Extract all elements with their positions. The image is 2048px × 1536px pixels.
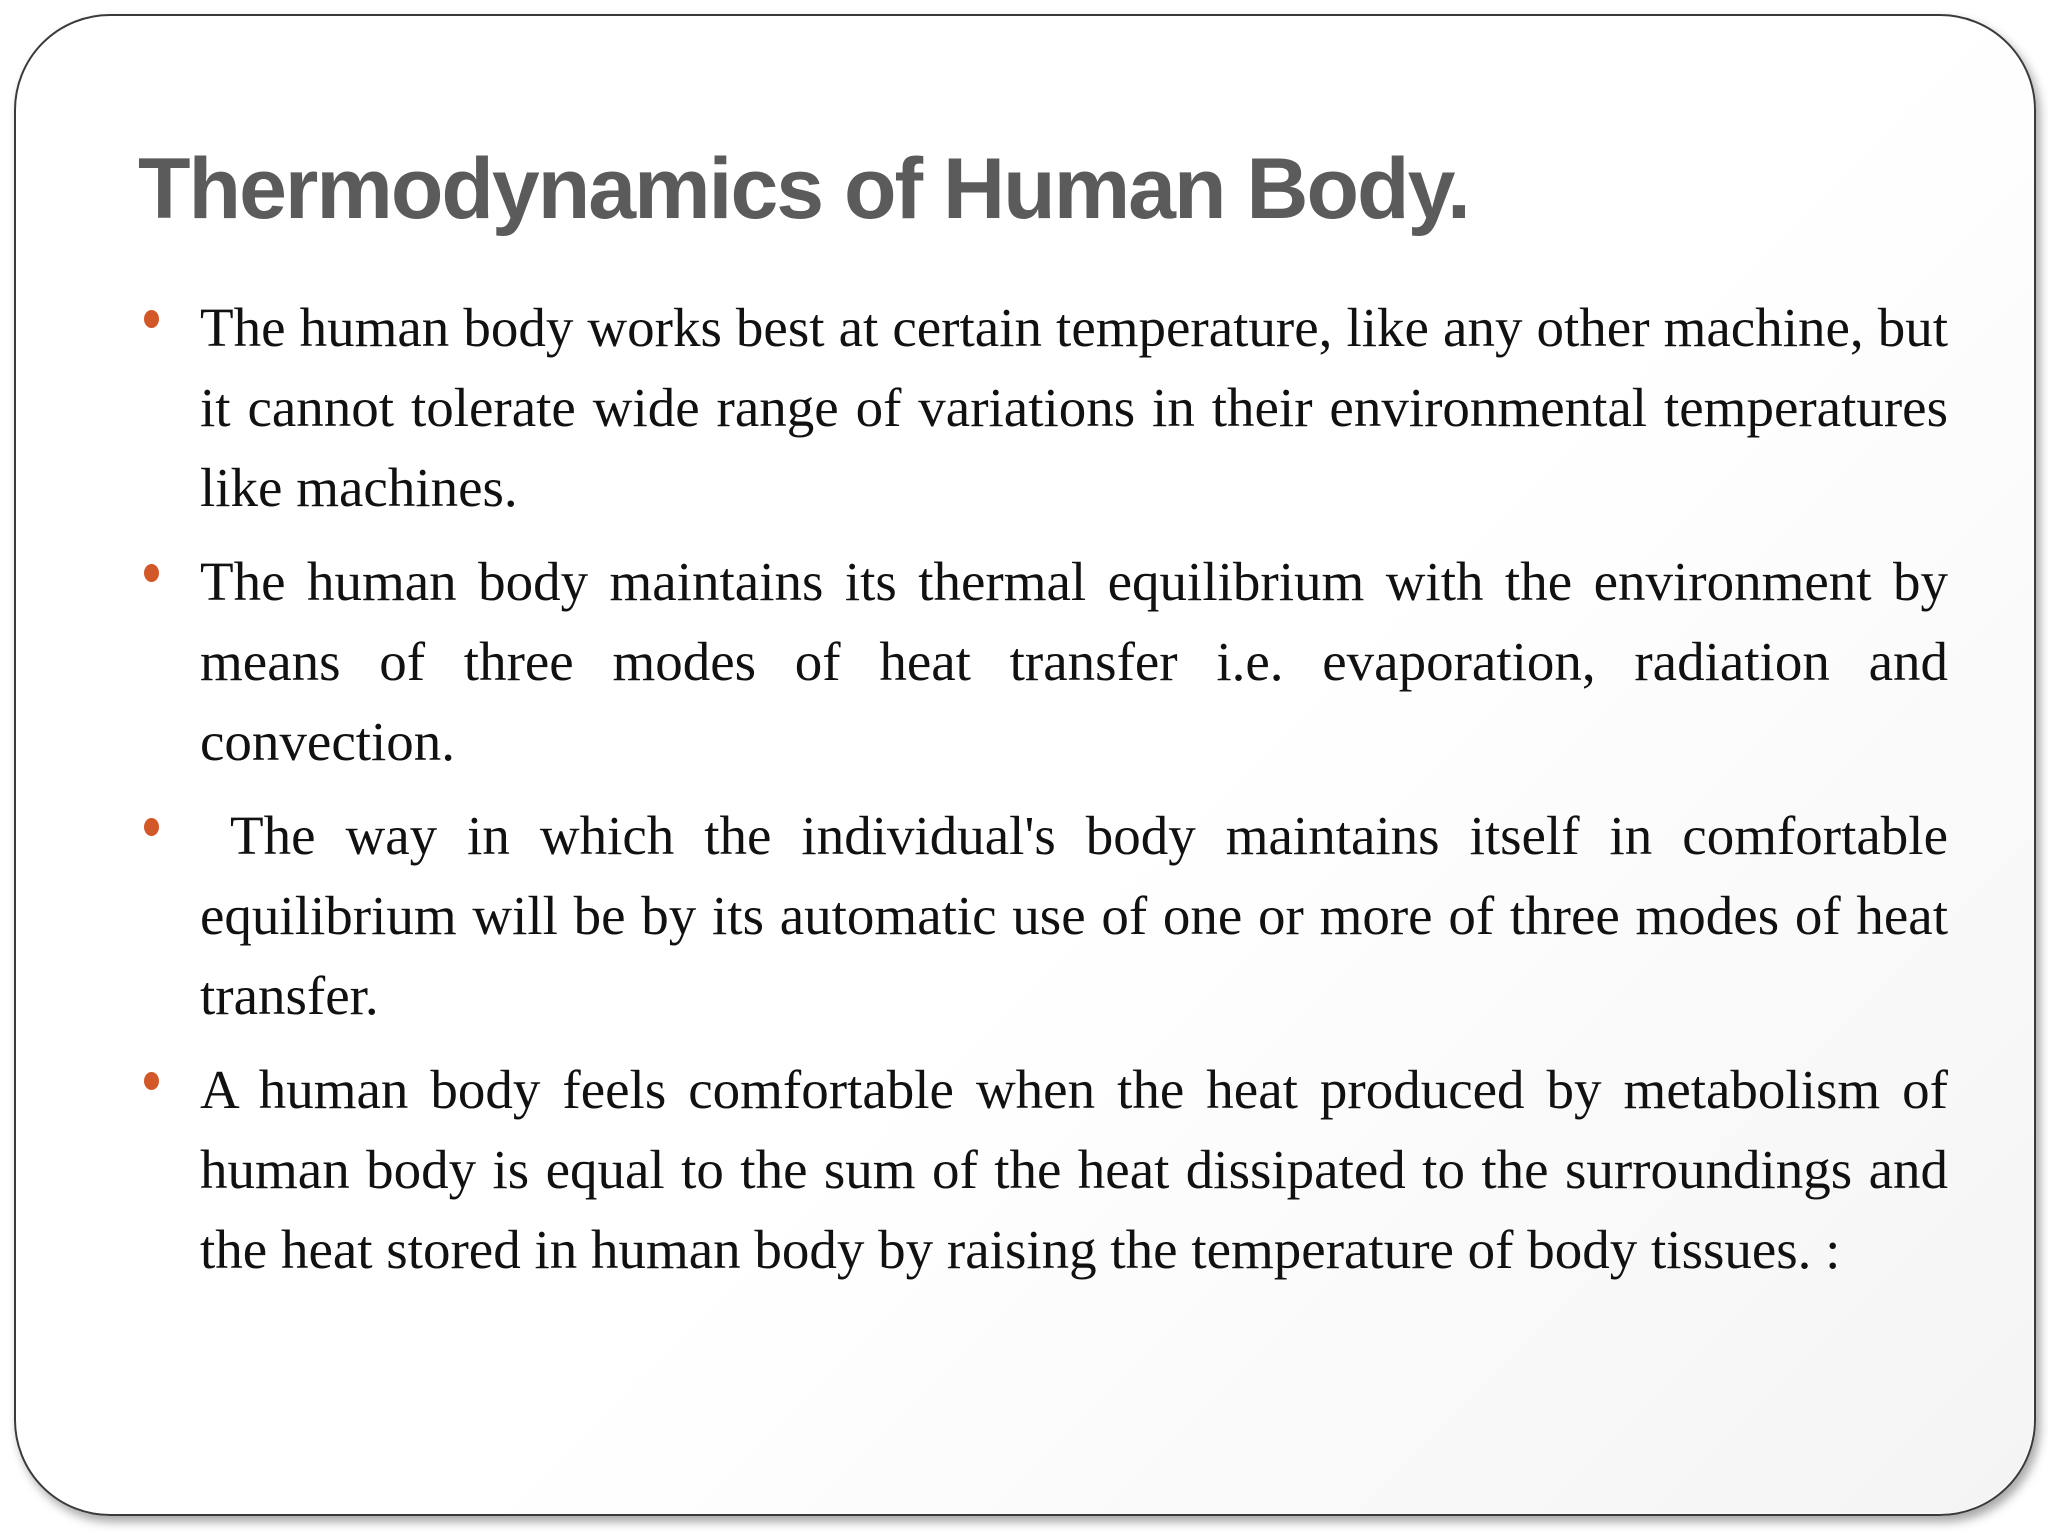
bullet-dot-icon [144,1072,159,1090]
bullet-dot-icon [144,310,159,328]
bullet-item-4 [138,1050,1962,1290]
bullet-text: A human body feels comfortable when the heat produced by metabolism of human body is equal to the sum of the heat dissipated to the surroundings and the heat stored in human body by raising the temperature of body tissues. : [200,1059,1962,1280]
bullet-item-2 [138,542,1962,782]
bullet-text: The human body works best at certain temperature, like any other machine, but it cannot tolerate wide range of variations in their environmental temperatures like machines. [200,297,1962,518]
bullet-text: The human body maintains its thermal equilibrium with the environment by means of three modes of heat transfer i.e. evaporation, radiation and convection. [200,551,1962,772]
slide-title: Thermodynamics of Human Body. [138,141,1469,237]
bullet-list [138,288,1962,1304]
bullet-text: The way in which the individual's body maintains itself in comfortable equilibrium will be by its automatic use of one or more of three modes of heat transfer. [200,805,1962,1026]
bullet-dot-icon [144,564,159,582]
bullet-dot-icon [144,818,159,836]
slide-frame [14,14,2036,1516]
bullet-item-1 [138,288,1962,528]
bullet-item-3 [138,796,1962,1036]
